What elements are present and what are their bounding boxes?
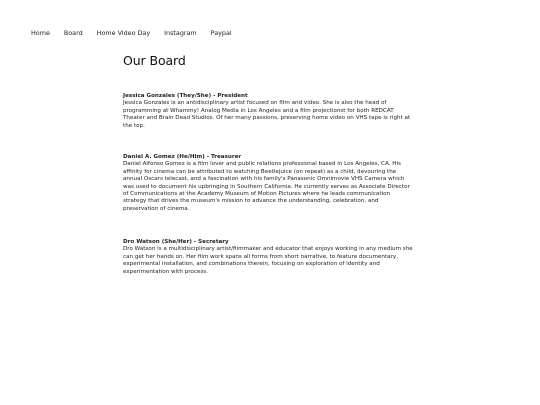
member-bio: Jessica Gonzales is an antidisciplinary artist focused on film and video. She is also the head of programming at Whammy! Analog Media in Los Angeles and a film projectionst for both REDCAT Theater and Brain Dead Studios. Of her many passions, preserving home video on VHS tape is right at the top. (123, 100, 411, 129)
member-bio: Daniel Alfonso Gomez is a film lover and public relations professional based in Los Angeles, CA. His affinity for cinema can be attributed to watching Beetlejuice (on repeat) as a child, devouring the annual Oscars telecast, and a fascination with his family's Panasonic Omnimovie VHS Camera which was used to document his upbringing in Southern California. He currently serves as Associate Director of Communications at the Academy Museum of Motion Pictures where he leads communication strategy that drives the museum's mission to advance the understanding, celebration, and preservation of cinema. (123, 161, 410, 212)
member-name: Dro Watson (She/Her) - Secretary (123, 239, 229, 245)
board-member-president (123, 93, 415, 130)
main-content (123, 52, 415, 275)
nav-instagram-link[interactable]: Instagram (164, 29, 197, 37)
page-title: Our Board (123, 53, 186, 68)
board-member-treasurer (123, 154, 415, 213)
nav-home-link[interactable]: Home (31, 29, 50, 37)
nav-home-video-day-link[interactable]: Home Video Day (96, 29, 151, 37)
board-member-secretary (123, 239, 415, 276)
nav-board-link[interactable]: Board (63, 29, 83, 37)
member-bio: Dro Watson is a multidisciplinary artist/filmmaker and educator that enjoys working in any medium she can get her hands on. Her film work spans all forms from short narrative, to feature documentary, experimental installation, and combinations therein, focusing on exploration of identity and experimentation with process. (123, 246, 413, 275)
nav-paypal-link[interactable]: Paypal (210, 29, 232, 37)
member-name: Daniel A. Gomez (He/Him) - Treasurer (123, 154, 242, 160)
top-nav (31, 29, 232, 38)
member-name: Jessica Gonzales (They/She) - President (123, 93, 248, 99)
